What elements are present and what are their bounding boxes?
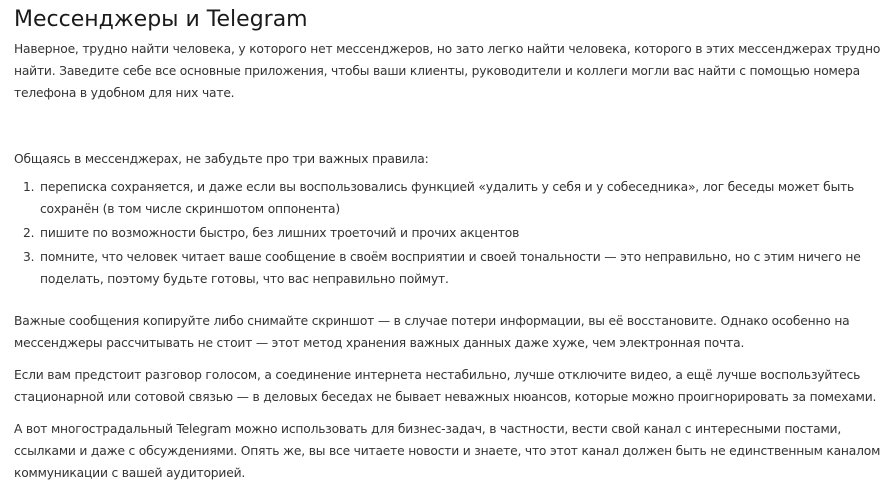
list-item: 3. помните, что человек читает ваше сообщение в своём восприятии и своей тональности — это неправильно, но с этим ничего не поделать, поэтому будьте готовы, что вас неправильно поймут. (38, 246, 881, 290)
list-item: 1. переписка сохраняется, и даже если вы воспользовались функцией «удалить у себя и у собеседника», лог беседы может быть сохранён (в том числе скриншотом оппонента) (38, 176, 881, 220)
rules-lead: Общаясь в мессенджерах, не забудьте про три важных правила: (14, 152, 429, 166)
list-item: 2. пишите по возможности быстро, без лишних троеточий и прочих акцентов (38, 222, 881, 244)
intro-paragraph: Наверное, трудно найти человека, у которого нет мессенджеров, но зато легко найти человека, которого в этих мессенджерах трудно найти. Заведите себе все основные приложения, чтобы ваши клиенты, руководители и коллеги могли вас найти с помощью номера телефона в удобном для них чате. (14, 42, 881, 100)
paragraph-telegram: А вот многострадальный Telegram можно использовать для бизнес-задач, в частности, вести свой канал с интересными постами, ссылками и даже с обсуждениями. Опять же, вы все читаете новости и знаете, что этот канал должен быть не единственным каналом коммуникации с вашей аудиторией. (14, 422, 881, 480)
article-title: Мессенджеры и Telegram (14, 7, 308, 32)
paragraph-backup: Важные сообщения копируйте либо снимайте скриншот — в случае потери информации, вы её восстановите. Однако особенно на мессенджеры рассчитывать не стоит — этот метод хранения важных данных даже хуже, чем электронная почта. (14, 314, 850, 350)
paragraph-voice: Если вам предстоит разговор голосом, а соединение интернета нестабильно, лучше отключите видео, а ещё лучше воспользуйтесь стационарной или сотовой связью — в деловых беседах не бывает неважных нюансов, которые можно проигнорировать за помехами. (14, 368, 877, 404)
rules-list (14, 176, 881, 290)
